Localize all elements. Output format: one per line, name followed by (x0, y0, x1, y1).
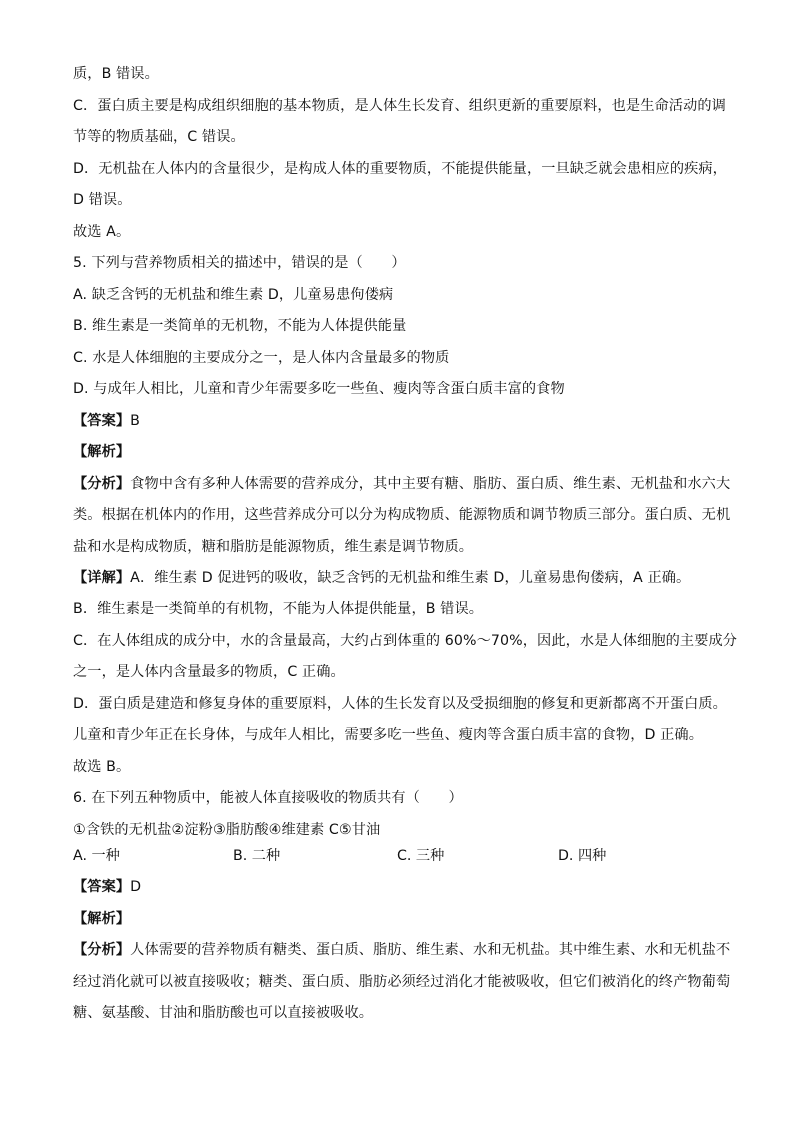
fenxi-tag: 【分析】 (73, 942, 131, 958)
q5-xiangjie-c1: C．在人体组成的成分中，水的含量最高，大约占到体重的 60%～70%，因此，水是人体细胞的主要成分 (73, 633, 738, 649)
q5-xiangjie-d2: 儿童和青少年正在长身体，与成年人相比，需要多吃一些鱼、瘦肉等含蛋白质丰富的食物，D 正确。 (73, 727, 703, 743)
q5-fenxi-3: 盐和水是构成物质，糖和脂肪是能源物质，维生素是调节物质。 (73, 539, 474, 555)
answer-tag: 【答案】 (73, 413, 131, 429)
fenxi-tag: 【分析】 (73, 476, 131, 492)
xiangjie-text: A．维生素 D 促进钙的吸收，缺乏含钙的无机盐和维生素 D，儿童易患佝偻病，A 正确。 (130, 570, 691, 586)
q5-analysis-tag (73, 442, 130, 462)
q6-option-d: D. 四种 (558, 848, 607, 864)
q5-xiangjie-c2: 之一，是人体内含量最多的物质，C 正确。 (73, 664, 345, 680)
q5-option-a: A. 缺乏含钙的无机盐和维生素 D，儿童易患佝偻病 (73, 287, 394, 303)
prev-conclusion: 故选 A。 (73, 224, 131, 240)
fenxi-text: 人体需要的营养物质有糖类、蛋白质、脂肪、维生素、水和无机盐。其中维生素、水和无机盐不 (130, 942, 731, 958)
prev-explanation-c-cont: 节等的物质基础，C 错误。 (73, 129, 245, 145)
q6-option-c: C. 三种 (397, 848, 445, 864)
q5-answer (73, 411, 140, 431)
xiangjie-tag: 【详解】 (73, 570, 131, 586)
q6-option-b: B. 二种 (233, 848, 281, 864)
q6-analysis-tag (73, 909, 130, 929)
q5-conclusion: 故选 B。 (73, 759, 131, 775)
q6-items: ①含铁的无机盐②淀粉③脂肪酸④维建素 C⑤甘油 (73, 822, 381, 838)
answer-value: D (130, 879, 142, 895)
q5-option-c: C. 水是人体细胞的主要成分之一，是人体内含量最多的物质 (73, 350, 450, 366)
prev-explanation-d-cont: D 错误。 (73, 192, 132, 208)
q5-stem: 5. 下列与营养物质相关的描述中，错误的是（ ） (73, 255, 406, 271)
prev-explanation-d: D．无机盐在人体内的含量很少，是构成人体的重要物质，不能提供能量，一旦缺乏就会患相应的疾病， (73, 161, 727, 177)
prev-explanation-c: C．蛋白质主要是构成组织细胞的基本物质，是人体生长发育、组织更新的重要原料，也是生命活动的调 (73, 98, 726, 114)
fenxi-text: 食物中含有多种人体需要的营养成分，其中主要有糖、脂肪、蛋白质、维生素、无机盐和水六大 (130, 476, 731, 492)
q5-xiangjie-b: B．维生素是一类简单的有机物，不能为人体提供能量，B 错误。 (73, 601, 484, 617)
q6-option-a: A. 一种 (73, 848, 120, 864)
q6-fenxi-3: 糖、氨基酸、甘油和脂肪酸也可以直接被吸收。 (73, 1005, 374, 1021)
q5-option-b: B. 维生素是一类简单的无机物，不能为人体提供能量 (73, 318, 407, 334)
analysis-tag: 【解析】 (73, 911, 131, 927)
answer-tag: 【答案】 (73, 879, 131, 895)
q6-fenxi-2: 经过消化就可以被直接吸收；糖类、蛋白质、脂肪必须经过消化才能被吸收，但它们被消化的终产物葡萄 (73, 974, 731, 990)
q6-answer (73, 877, 141, 897)
q5-option-d: D. 与成年人相比，儿童和青少年需要多吃一些鱼、瘦肉等含蛋白质丰富的食物 (73, 381, 565, 397)
q6-stem: 6. 在下列五种物质中，能被人体直接吸收的物质共有（ ） (73, 790, 463, 806)
q5-xiangjie-d1: D．蛋白质是建造和修复身体的重要原料，人体的生长发育以及受损细胞的修复和更新都离不开蛋白质。 (73, 696, 727, 712)
q6-fenxi-1 (73, 940, 730, 960)
analysis-tag: 【解析】 (73, 444, 131, 460)
prev-explanation-tail: 质，B 错误。 (73, 66, 159, 82)
q5-fenxi-2: 类。根据在机体内的作用，这些营养成分可以分为构成物质、能源物质和调节物质三部分。蛋白质、无机 (73, 507, 731, 523)
answer-value: B (130, 413, 140, 429)
q5-xiangjie-a (73, 568, 690, 588)
q5-fenxi-1 (73, 474, 730, 494)
